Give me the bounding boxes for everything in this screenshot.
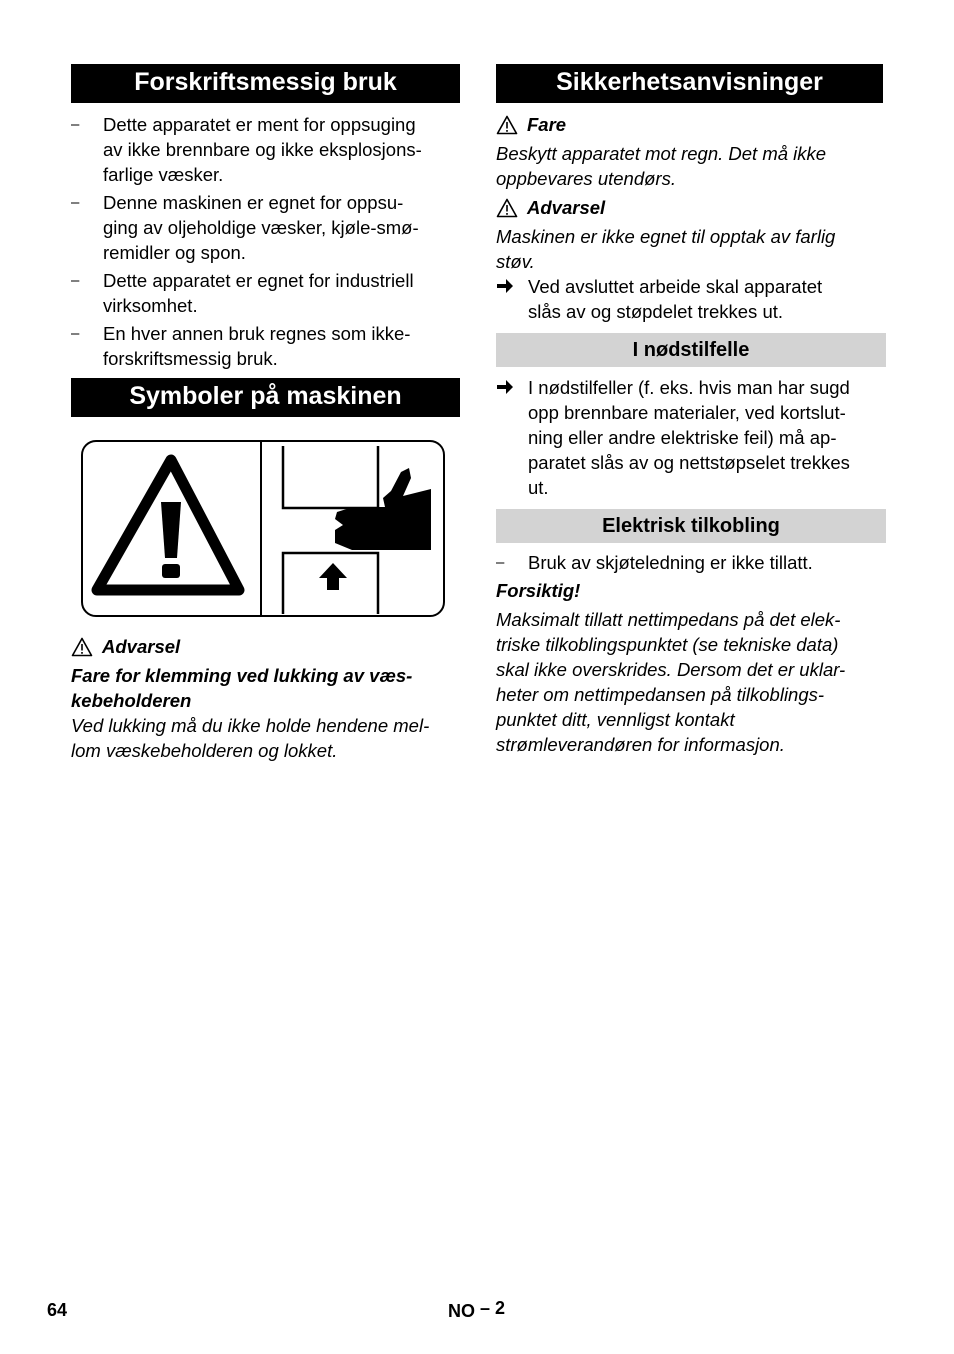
subsection-title-electric: Elektrisk tilkobling <box>496 509 886 543</box>
arrow-right-icon <box>496 277 514 295</box>
warning-text <box>71 713 460 763</box>
text-line: Ved lukking må du ikke holde hendene mel- <box>71 715 430 736</box>
electric-list <box>496 550 886 575</box>
list-item-line: Denne maskinen er egnet for oppsu- <box>103 192 404 213</box>
right-column <box>496 64 886 757</box>
text-line: lom væskebeholderen og lokket. <box>71 740 338 761</box>
text-line: I nødstilfeller (f. eks. hvis man har sugd <box>528 377 850 398</box>
list-item-line: Dette apparatet er egnet for industriell <box>103 270 414 291</box>
subsection-title-emergency: I nødstilfelle <box>496 333 886 367</box>
text-line: skal ikke overskrides. Dersom det er uklar- <box>496 659 846 680</box>
warning-triangle-icon <box>71 637 93 657</box>
text-line: kebeholderen <box>71 690 192 711</box>
list-item-line: ging av oljeholdige væsker, kjøle-smø- <box>103 217 419 238</box>
caution-label: Forsiktig! <box>496 580 581 601</box>
text-line: Beskytt apparatet mot regn. Det må ikke <box>496 143 827 164</box>
warning-triangle-icon <box>496 115 518 135</box>
text-line: slås av og støpdelet trekkes ut. <box>528 301 784 322</box>
language-page: – 2 <box>480 1298 506 1318</box>
warning-heading <box>496 195 886 220</box>
language-code: NO <box>448 1301 475 1321</box>
text-line: ning eller andre elektriske feil) må ap- <box>528 427 837 448</box>
warning-subheading <box>71 663 460 713</box>
text-line: heter om nettimpedansen på tilkoblings- <box>496 684 825 705</box>
warning-label: Advarsel <box>527 197 606 218</box>
list-item-line: Dette apparatet er ment for oppsuging <box>103 114 416 135</box>
page-number: 64 <box>47 1300 68 1320</box>
text-line: Maskinen er ikke egnet til opptak av farlig <box>496 226 836 247</box>
action-step <box>496 274 886 324</box>
left-column <box>71 64 460 763</box>
text-line: triske tilkoblingspunktet (se tekniske data) <box>496 634 839 655</box>
warning-triangle-icon <box>496 198 518 218</box>
list-item <box>71 321 460 371</box>
danger-label: Fare <box>527 114 567 135</box>
text-line: paratet slås av og nettstøpselet trekkes <box>528 452 850 473</box>
text-line: støv. <box>496 251 535 272</box>
dash-marker: – <box>71 194 80 211</box>
text-line: Ved avsluttet arbeide skal apparatet <box>528 276 823 297</box>
list-item-line: virksomhet. <box>103 295 198 316</box>
dash-marker: – <box>71 272 80 289</box>
text-line: punktet ditt, vennligst kontakt <box>496 709 735 730</box>
pinch-hazard-pictogram <box>81 440 460 623</box>
text-line: ut. <box>528 477 549 498</box>
list-item <box>71 268 460 318</box>
section-title-symboler: Symboler på maskinen <box>71 378 460 417</box>
danger-text <box>496 141 886 191</box>
text-line: oppbevares utendørs. <box>496 168 676 189</box>
list-item <box>71 190 460 265</box>
list-item-line: av ikke brennbare og ikke eksplosjons- <box>103 139 422 160</box>
dash-marker: – <box>71 325 80 342</box>
action-step <box>496 375 886 500</box>
list-item-line: farlige væsker. <box>103 164 224 185</box>
usage-list <box>71 112 460 371</box>
list-item-line: En hver annen bruk regnes som ikke- <box>103 323 411 344</box>
pinch-hazard-icon <box>81 440 446 618</box>
language-page-label <box>448 1298 505 1319</box>
text-line: opp brennbare materialer, ved kortslut- <box>528 402 846 423</box>
dash-marker: – <box>71 116 80 133</box>
text-line: Maksimalt tillatt nettimpedans på det elek- <box>496 609 841 630</box>
list-item-line: forskriftsmessig bruk. <box>103 348 278 369</box>
section-title-sikkerhetsanvisninger: Sikkerhetsanvisninger <box>496 64 883 103</box>
list-item <box>496 550 886 575</box>
text-line: Fare for klemming ved lukking av væs- <box>71 665 413 686</box>
warning-text <box>496 224 886 274</box>
section-title-forskriftsmessig-bruk: Forskriftsmessig bruk <box>71 64 460 103</box>
dash-marker: – <box>496 554 505 571</box>
caution-text <box>496 607 886 757</box>
list-item-line: remidler og spon. <box>103 242 246 263</box>
warning-label: Advarsel <box>102 636 181 657</box>
danger-heading <box>496 112 886 137</box>
list-item <box>71 112 460 187</box>
arrow-right-icon <box>496 378 514 396</box>
warning-heading <box>71 634 460 659</box>
list-item-line: Bruk av skjøteledning er ikke tillatt. <box>528 552 813 573</box>
text-line: strømleverandøren for informasjon. <box>496 734 785 755</box>
